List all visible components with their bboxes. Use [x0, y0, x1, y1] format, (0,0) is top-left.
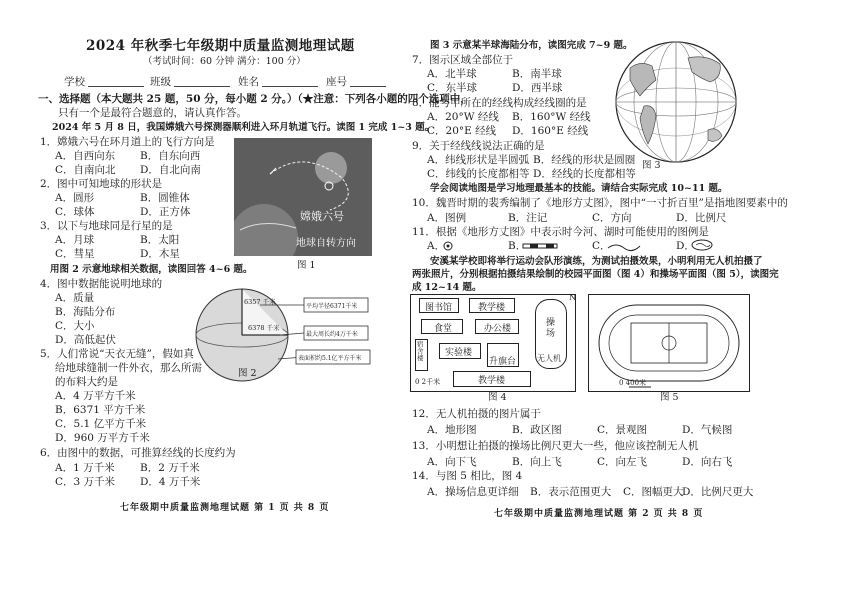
q1-option-c[interactable]: C．自南向北: [55, 164, 116, 176]
figure-5-field: [589, 295, 749, 391]
footer-left: 七年级期中质量监测地理试题 第 1 页 共 8 页: [120, 503, 330, 513]
teaching-building-1-block: 教学楼: [469, 298, 515, 313]
field-block: 操场: [535, 299, 567, 369]
q1-stem: 1．嫦娥六号在环月道上的飞行方向是: [40, 136, 215, 148]
figure-1-rotation-label: 地球自转方向: [296, 238, 356, 249]
q4-stem: 4．图中数据能说明地球的: [40, 278, 163, 290]
office-block: 办公楼: [475, 319, 519, 334]
legend-symbol-b-icon: [522, 240, 558, 252]
q9-stem: 9．关于经线线说法正确的是: [412, 140, 545, 152]
q5-option-c[interactable]: C．5.1 亿平方千米: [55, 418, 147, 430]
q14-option-a[interactable]: A．操场信息更详细: [427, 486, 519, 498]
q7-option-d[interactable]: D．西半球: [512, 82, 563, 94]
canteen-block: 食堂: [421, 319, 463, 334]
exam-title: 2024 年秋季七年级期中质量监测地理试题: [86, 38, 355, 54]
intro-12-14-line3: 成 12~14 题。: [412, 282, 482, 293]
q10-option-d[interactable]: D．比例尺: [676, 212, 727, 224]
north-arrow-label: N: [569, 293, 576, 302]
q12-stem: 12．无人机拍摄的图片属于: [412, 408, 541, 420]
q5-stem-3: 的布料大约是: [55, 376, 118, 388]
field-name-label: 姓名: [238, 76, 259, 88]
q14-stem: 14．与图 5 相比，图 4: [412, 470, 523, 482]
q6-option-b[interactable]: B．2 万千米: [140, 462, 200, 474]
q11-option-b[interactable]: B．: [508, 240, 527, 252]
field-school-line[interactable]: [88, 86, 144, 87]
figure-2-caption: 图 2: [238, 368, 257, 379]
q5-option-b[interactable]: B．6371 平方千米: [55, 404, 146, 416]
q13-option-d[interactable]: D．向右飞: [682, 456, 733, 468]
q10-stem: 10．魏晋时期的裴秀编制了《地形方丈图》，图中“一寸折百里”是指地图要素中的: [412, 197, 788, 209]
q9-option-b[interactable]: B．经线的形状是圆圈: [533, 154, 636, 166]
q11-option-d[interactable]: D．: [676, 240, 695, 252]
q11-option-c[interactable]: C．: [592, 240, 611, 252]
q7-option-c[interactable]: C．东半球: [427, 82, 478, 94]
q12-option-d[interactable]: D．气候图: [682, 424, 733, 436]
figure-2-radius-equator: 6378 千米: [248, 324, 280, 332]
section1-heading-cont: 只有一个是最符合题意的，请认真作答。: [58, 107, 247, 119]
field-class-line[interactable]: [174, 86, 230, 87]
footer-right: 七年级期中质量监测地理试题 第 2 页 共 8 页: [494, 509, 704, 519]
dorm-block: 宿舍楼: [415, 339, 428, 371]
q8-option-b[interactable]: B．160°W 经线: [512, 111, 591, 123]
q13-option-b[interactable]: B．向上飞: [512, 456, 562, 468]
q3-option-d[interactable]: D．木星: [140, 248, 180, 260]
q9-option-c[interactable]: C．纬线的长度都相等: [427, 168, 530, 180]
q3-stem: 3．以下与地球同是行星的是: [40, 220, 173, 232]
q2-option-c[interactable]: C．球体: [55, 206, 95, 218]
q1-option-d[interactable]: D．自北向南: [140, 164, 201, 176]
intro-7-9: 图 3 示意某半球海陆分布，读图完成 7~9 题。: [430, 40, 633, 51]
q6-option-a[interactable]: A．1 万千米: [55, 462, 115, 474]
figure-2-surface-area: 表面积约5.1亿平方千米: [298, 355, 362, 362]
q3-option-c[interactable]: C．彗星: [55, 248, 95, 260]
figure-3-caption: 图 3: [642, 160, 661, 171]
figure-1-caption: 图 1: [297, 260, 316, 271]
q11-stem: 11．根据《地形方丈图》中表示时今河、湖时可能使用的图例是: [412, 226, 709, 238]
intro-12-14-line2: 两张照片，分别根据拍摄结果绘制的校园平面图（图 4）和操场平面图（图 5），读图完: [412, 269, 779, 280]
q13-option-c[interactable]: C．向左飞: [597, 456, 648, 468]
drone-label: 无人机: [537, 354, 561, 363]
figure-5: [588, 294, 750, 392]
q12-option-b[interactable]: B．政区图: [512, 424, 562, 436]
figure-2: [192, 285, 372, 385]
figure-4-caption: 图 4: [488, 392, 507, 403]
q8-option-d[interactable]: D．160°E 经线: [512, 125, 589, 137]
q1-option-b[interactable]: B．自东向西: [140, 150, 201, 162]
intro-4-6: 用图 2 示意地球相关数据，读图回答 4~6 题。: [50, 264, 253, 275]
field-school-label: 学校: [64, 76, 85, 88]
q7-stem: 7．图示区域全部位于: [412, 54, 514, 66]
figure-5-caption: 图 5: [660, 392, 679, 403]
exam-info: （考试时间：60 分钟 满分：100 分）: [143, 56, 306, 67]
q8-option-c[interactable]: C．20°E 经线: [427, 125, 497, 137]
q1-option-a[interactable]: A．自西向东: [55, 150, 116, 162]
q5-option-d[interactable]: D．960 万平方千米: [55, 432, 150, 444]
q6-stem: 6．由图中的数据，可推算经线的长度约为: [40, 447, 236, 459]
q14-option-d[interactable]: D．比例尺更大: [682, 486, 754, 498]
figure-3: [610, 40, 744, 166]
q10-option-c[interactable]: C．方向: [592, 212, 632, 224]
q10-option-a[interactable]: A．图例: [427, 212, 467, 224]
field-seat-label: 座号: [326, 76, 347, 88]
q6-option-c[interactable]: C．3 万千米: [55, 476, 116, 488]
legend-symbol-a-icon: [442, 240, 454, 252]
field-class-label: 班级: [150, 76, 171, 88]
q9-option-a[interactable]: A．纬线形状是半圆弧: [427, 154, 530, 166]
figure-3-globe: [610, 40, 744, 166]
flagpole-block: 升旗台: [487, 343, 519, 367]
figure-2-radius-polar: 6357 千米: [244, 298, 276, 306]
q4-option-b[interactable]: B．海陆分布: [55, 306, 116, 318]
figure-2-avg-radius: 平均半径6371千米: [306, 303, 358, 310]
field-name-line[interactable]: [262, 86, 318, 87]
q2-option-d[interactable]: D．正方体: [140, 206, 191, 218]
q13-stem: 13．小明想让拍摄的操场比例尺更大一些，他应该控制无人机: [412, 440, 699, 452]
q7-option-b[interactable]: B．南半球: [512, 68, 562, 80]
lab-block: 实验楼: [439, 343, 481, 359]
q9-option-d[interactable]: D．经线的长度都相等: [533, 168, 636, 180]
q2-stem: 2．图中可知地球的形状是: [40, 178, 163, 190]
q2-option-a[interactable]: A．圆形: [55, 192, 95, 204]
field-seat-line[interactable]: [350, 86, 386, 87]
q6-option-d[interactable]: D．4 万千米: [140, 476, 201, 488]
q8-option-a[interactable]: A．20°W 经线: [427, 111, 499, 123]
q4-option-a[interactable]: A．质量: [55, 292, 95, 304]
q14-option-b[interactable]: B．表示范围更大: [530, 486, 612, 498]
library-block: 图书馆: [419, 298, 459, 313]
intro-10-11: 学会阅读地图是学习地理最基本的技能。请结合实际完成 10~11 题。: [430, 183, 728, 194]
q13-option-a[interactable]: A．向下飞: [427, 456, 477, 468]
q12-option-c[interactable]: C．景观图: [597, 424, 648, 436]
figure-1: [234, 138, 372, 256]
q7-option-a[interactable]: A．北半球: [427, 68, 477, 80]
section1-heading: 一、选择题（本大题共 25 题，50 分，每小题 2 分。）（★注意：下列各小题的四个选项中，: [38, 93, 471, 105]
q4-option-d[interactable]: D．高低起伏: [55, 334, 116, 346]
q4-option-c[interactable]: C．大小: [55, 320, 95, 332]
q5-stem-1: 5．人们常说“天衣无缝”，假如真: [40, 348, 194, 360]
figure-4: [410, 294, 576, 392]
q11-option-a[interactable]: A．: [427, 240, 446, 252]
figure-1-change-label: 嫦娥六号: [300, 210, 344, 223]
intro-1-3: 2024 年 5 月 8 日，我国嫦娥六号探测器顺利进入环月轨道飞行。读图 1 完成 1~3 题。: [52, 122, 435, 133]
figure-5-scale: 0 400米: [619, 379, 647, 387]
legend-symbol-c-icon: [606, 240, 642, 252]
figure-4-scale: 0 2千米: [415, 378, 441, 386]
q3-option-a[interactable]: A．月球: [55, 234, 95, 246]
q10-option-b[interactable]: B．注记: [508, 212, 548, 224]
q3-option-b[interactable]: B．太阳: [140, 234, 180, 246]
q14-option-c[interactable]: C．图幅更大: [623, 486, 684, 498]
figure-2-circumference: 最大周长约4万千米: [306, 331, 358, 338]
q5-stem-2: 给地球缝制一件外衣，那么所需: [55, 362, 202, 374]
moon-icon: [315, 152, 347, 184]
q2-option-b[interactable]: B．圆锥体: [140, 192, 190, 204]
q5-option-a[interactable]: A．4 万平方千米: [55, 390, 136, 402]
q8-stem: 8．能与甲所在的经线构成经线圈的是: [412, 97, 587, 109]
q12-option-a[interactable]: A．地形图: [427, 424, 477, 436]
legend-symbol-d-icon: [690, 238, 714, 252]
intro-12-14-line1: 安溪某学校即将举行运动会队形演练，为测试拍摄效果，小明利用无人机拍摄了: [430, 256, 763, 267]
teaching-building-2-block: 教学楼: [453, 371, 531, 387]
